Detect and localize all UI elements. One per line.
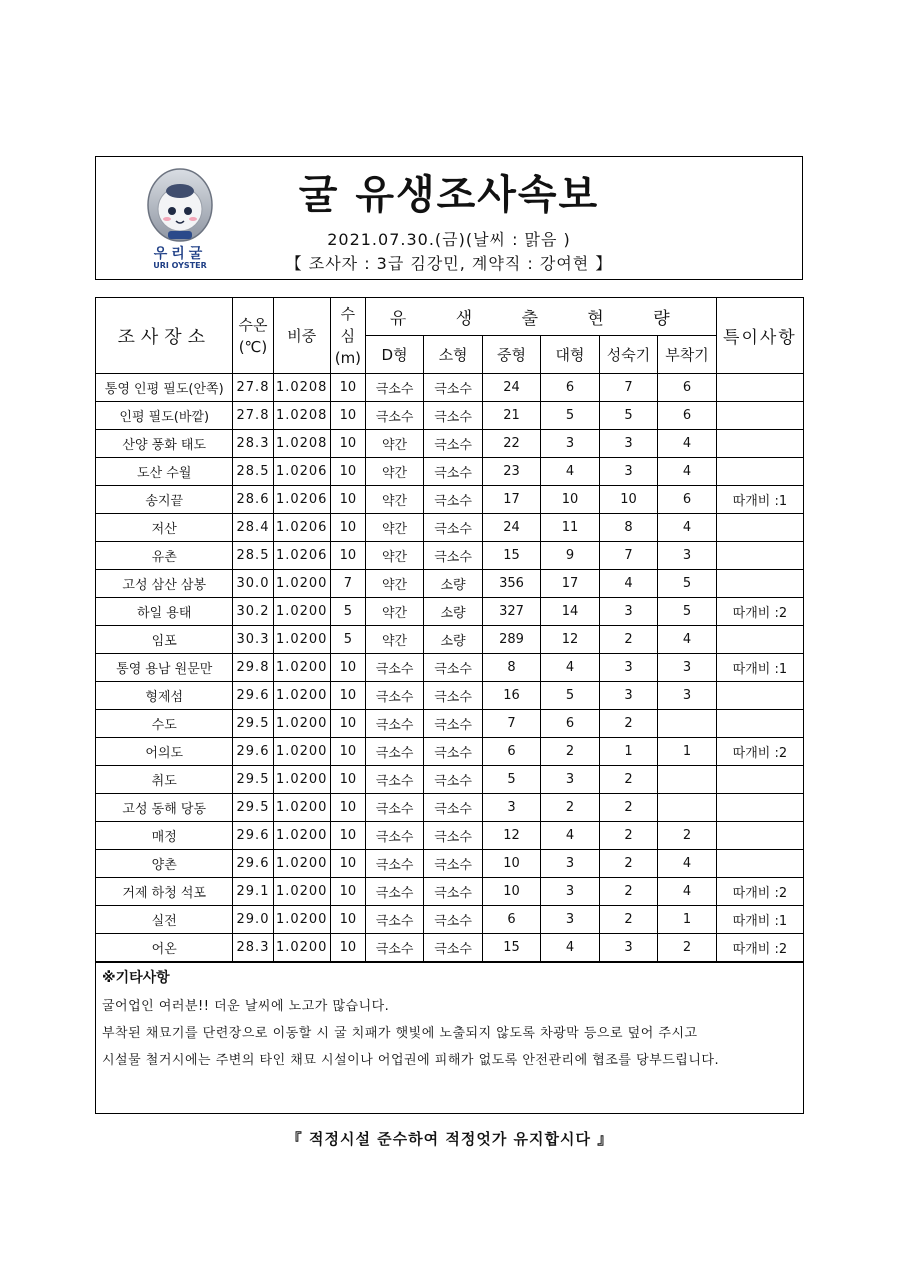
attach-stage-cell: 4 xyxy=(658,878,717,906)
location-cell: 매정 xyxy=(96,822,233,850)
note-cell xyxy=(716,458,803,486)
note-cell: 따개비 :2 xyxy=(716,878,803,906)
note-cell: 따개비 :1 xyxy=(716,654,803,682)
table-row xyxy=(96,570,804,598)
note-cell: 따개비 :2 xyxy=(716,738,803,766)
d-stage-cell: 약간 xyxy=(365,570,423,598)
depth-cell: 10 xyxy=(330,486,365,514)
note-cell xyxy=(716,794,803,822)
page-title: 굴 유생조사속보 xyxy=(298,172,600,218)
large-stage-cell: 9 xyxy=(541,542,599,570)
notes-line: 굴어업인 여러분!! 더운 날씨에 노고가 많습니다. xyxy=(102,999,390,1014)
depth-cell: 10 xyxy=(330,458,365,486)
mid-stage-cell: 21 xyxy=(482,402,540,430)
location-cell: 어온 xyxy=(96,934,233,962)
table-row xyxy=(96,878,804,906)
note-cell: 따개비 :2 xyxy=(716,598,803,626)
d-stage-cell: 극소수 xyxy=(365,738,423,766)
temperature-cell: 29.0 xyxy=(233,906,273,934)
attach-stage-cell: 3 xyxy=(658,542,717,570)
gravity-cell: 1.0200 xyxy=(273,682,330,710)
note-cell: 따개비 :2 xyxy=(716,934,803,962)
note-cell xyxy=(716,430,803,458)
small-stage-cell: 소량 xyxy=(424,570,482,598)
mature-stage-cell: 3 xyxy=(599,430,657,458)
d-stage-cell: 약간 xyxy=(365,542,423,570)
mature-stage-cell: 2 xyxy=(599,850,657,878)
location-cell: 인평 필도(바깥) xyxy=(96,402,233,430)
large-stage-cell: 3 xyxy=(541,766,599,794)
table-body xyxy=(96,374,804,962)
large-stage-cell: 3 xyxy=(541,906,599,934)
mid-stage-cell: 356 xyxy=(482,570,540,598)
d-stage-cell: 극소수 xyxy=(365,710,423,738)
header-larvae-count: 유 생 출 현 량 xyxy=(365,298,716,336)
depth-cell: 10 xyxy=(330,710,365,738)
gravity-cell: 1.0200 xyxy=(273,654,330,682)
gravity-cell: 1.0200 xyxy=(273,878,330,906)
gravity-cell: 1.0200 xyxy=(273,626,330,654)
depth-cell: 10 xyxy=(330,934,365,962)
attach-stage-cell: 6 xyxy=(658,486,717,514)
mature-stage-cell: 10 xyxy=(599,486,657,514)
large-stage-cell: 2 xyxy=(541,794,599,822)
location-cell: 유촌 xyxy=(96,542,233,570)
temperature-cell: 29.5 xyxy=(233,794,273,822)
location-cell: 통영 인평 필도(안쪽) xyxy=(96,374,233,402)
surveyor-line: 【 조사자 : 3급 김강민, 계약직 : 강여현 】 xyxy=(285,254,613,273)
temperature-cell: 28.5 xyxy=(233,458,273,486)
temperature-cell: 27.8 xyxy=(233,402,273,430)
table-row xyxy=(96,822,804,850)
mid-stage-cell: 289 xyxy=(482,626,540,654)
large-stage-cell: 4 xyxy=(541,654,599,682)
depth-cell: 10 xyxy=(330,430,365,458)
d-stage-cell: 극소수 xyxy=(365,374,423,402)
gravity-cell: 1.0200 xyxy=(273,794,330,822)
mid-stage-cell: 17 xyxy=(482,486,540,514)
large-stage-cell: 4 xyxy=(541,934,599,962)
gravity-cell: 1.0200 xyxy=(273,766,330,794)
table-row xyxy=(96,738,804,766)
location-cell: 도산 수월 xyxy=(96,458,233,486)
gravity-cell: 1.0200 xyxy=(273,934,330,962)
depth-cell: 10 xyxy=(330,514,365,542)
depth-cell: 10 xyxy=(330,850,365,878)
location-cell: 양촌 xyxy=(96,850,233,878)
d-stage-cell: 극소수 xyxy=(365,402,423,430)
large-stage-cell: 3 xyxy=(541,430,599,458)
logo-text: 우리굴 xyxy=(153,246,207,262)
table-row xyxy=(96,710,804,738)
mid-stage-cell: 7 xyxy=(482,710,540,738)
notes-title: ※기타사항 xyxy=(102,970,170,986)
location-cell: 송지끝 xyxy=(96,486,233,514)
note-cell xyxy=(716,626,803,654)
small-stage-cell: 극소수 xyxy=(424,794,482,822)
temperature-cell: 27.8 xyxy=(233,374,273,402)
mid-stage-cell: 327 xyxy=(482,598,540,626)
mature-stage-cell: 3 xyxy=(599,598,657,626)
d-stage-cell: 극소수 xyxy=(365,766,423,794)
mature-stage-cell: 2 xyxy=(599,878,657,906)
mature-stage-cell: 2 xyxy=(599,794,657,822)
mid-stage-cell: 6 xyxy=(482,738,540,766)
small-stage-cell: 극소수 xyxy=(424,850,482,878)
sub-header-cell: 대형 xyxy=(541,336,599,374)
attach-stage-cell: 4 xyxy=(658,430,717,458)
d-stage-cell: 약간 xyxy=(365,430,423,458)
depth-cell: 10 xyxy=(330,906,365,934)
mid-stage-cell: 5 xyxy=(482,766,540,794)
large-stage-cell: 5 xyxy=(541,402,599,430)
small-stage-cell: 소량 xyxy=(424,598,482,626)
temperature-cell: 29.5 xyxy=(233,710,273,738)
location-cell: 통영 용남 원문만 xyxy=(96,654,233,682)
large-stage-cell: 4 xyxy=(541,822,599,850)
depth-cell: 10 xyxy=(330,822,365,850)
attach-stage-cell: 3 xyxy=(658,654,717,682)
mid-stage-cell: 22 xyxy=(482,430,540,458)
mid-stage-cell: 6 xyxy=(482,906,540,934)
table-row xyxy=(96,906,804,934)
small-stage-cell: 극소수 xyxy=(424,710,482,738)
depth-cell: 10 xyxy=(330,738,365,766)
large-stage-cell: 5 xyxy=(541,682,599,710)
attach-stage-cell: 5 xyxy=(658,598,717,626)
attach-stage-cell xyxy=(658,766,717,794)
depth-cell: 10 xyxy=(330,794,365,822)
survey-table xyxy=(95,297,804,962)
note-cell xyxy=(716,850,803,878)
d-stage-cell: 약간 xyxy=(365,514,423,542)
footer-slogan: 『 적정시설 준수하여 적정엇가 유지합시다 』 xyxy=(286,1130,614,1148)
mature-stage-cell: 2 xyxy=(599,710,657,738)
gravity-cell: 1.0208 xyxy=(273,402,330,430)
small-stage-cell: 극소수 xyxy=(424,374,482,402)
date-weather-line: 2021.07.30.(금)(날씨 : 맑음 ) xyxy=(327,230,571,249)
table-row xyxy=(96,486,804,514)
attach-stage-cell: 6 xyxy=(658,402,717,430)
large-stage-cell: 4 xyxy=(541,458,599,486)
header-box xyxy=(95,156,803,280)
large-stage-cell: 2 xyxy=(541,738,599,766)
mid-stage-cell: 15 xyxy=(482,542,540,570)
temperature-cell: 28.3 xyxy=(233,430,273,458)
small-stage-cell: 극소수 xyxy=(424,934,482,962)
attach-stage-cell: 1 xyxy=(658,906,717,934)
notes-box xyxy=(95,962,804,1114)
note-cell xyxy=(716,682,803,710)
d-stage-cell: 극소수 xyxy=(365,654,423,682)
location-cell: 산양 풍화 태도 xyxy=(96,430,233,458)
small-stage-cell: 극소수 xyxy=(424,682,482,710)
sub-header-cell: D형 xyxy=(365,336,423,374)
d-stage-cell: 극소수 xyxy=(365,878,423,906)
table-row xyxy=(96,766,804,794)
table-row xyxy=(96,850,804,878)
d-stage-cell: 극소수 xyxy=(365,794,423,822)
mid-stage-cell: 10 xyxy=(482,850,540,878)
mature-stage-cell: 2 xyxy=(599,766,657,794)
temperature-cell: 28.3 xyxy=(233,934,273,962)
gravity-cell: 1.0200 xyxy=(273,906,330,934)
temperature-cell: 29.8 xyxy=(233,654,273,682)
temperature-cell: 28.6 xyxy=(233,486,273,514)
large-stage-cell: 6 xyxy=(541,374,599,402)
sub-header-cell: 중형 xyxy=(482,336,540,374)
attach-stage-cell: 4 xyxy=(658,850,717,878)
mid-stage-cell: 12 xyxy=(482,822,540,850)
attach-stage-cell: 3 xyxy=(658,682,717,710)
mature-stage-cell: 1 xyxy=(599,738,657,766)
gravity-cell: 1.0206 xyxy=(273,542,330,570)
temperature-cell: 29.6 xyxy=(233,682,273,710)
large-stage-cell: 6 xyxy=(541,710,599,738)
location-cell: 형제섬 xyxy=(96,682,233,710)
temperature-cell: 29.1 xyxy=(233,878,273,906)
header-specific-gravity: 비중 xyxy=(273,298,330,374)
small-stage-cell: 극소수 xyxy=(424,542,482,570)
attach-stage-cell: 2 xyxy=(658,822,717,850)
note-cell xyxy=(716,766,803,794)
gravity-cell: 1.0200 xyxy=(273,822,330,850)
attach-stage-cell: 5 xyxy=(658,570,717,598)
gravity-cell: 1.0200 xyxy=(273,738,330,766)
small-stage-cell: 극소수 xyxy=(424,402,482,430)
mature-stage-cell: 7 xyxy=(599,374,657,402)
gravity-cell: 1.0200 xyxy=(273,570,330,598)
depth-cell: 10 xyxy=(330,542,365,570)
note-cell xyxy=(716,514,803,542)
depth-cell: 10 xyxy=(330,682,365,710)
small-stage-cell: 극소수 xyxy=(424,486,482,514)
note-cell xyxy=(716,402,803,430)
mid-stage-cell: 8 xyxy=(482,654,540,682)
depth-cell: 5 xyxy=(330,626,365,654)
gravity-cell: 1.0206 xyxy=(273,514,330,542)
gravity-cell: 1.0200 xyxy=(273,710,330,738)
mid-stage-cell: 10 xyxy=(482,878,540,906)
temperature-cell: 30.0 xyxy=(233,570,273,598)
gravity-cell: 1.0208 xyxy=(273,374,330,402)
temperature-cell: 29.6 xyxy=(233,850,273,878)
temperature-cell: 28.4 xyxy=(233,514,273,542)
note-cell xyxy=(716,542,803,570)
header-temperature: 수온 (℃) xyxy=(233,298,273,374)
mid-stage-cell: 16 xyxy=(482,682,540,710)
depth-cell: 10 xyxy=(330,878,365,906)
table-row xyxy=(96,430,804,458)
table-row xyxy=(96,542,804,570)
mature-stage-cell: 3 xyxy=(599,458,657,486)
small-stage-cell: 극소수 xyxy=(424,822,482,850)
mature-stage-cell: 5 xyxy=(599,402,657,430)
d-stage-cell: 극소수 xyxy=(365,906,423,934)
table-row xyxy=(96,458,804,486)
table-row xyxy=(96,654,804,682)
gravity-cell: 1.0206 xyxy=(273,486,330,514)
note-cell xyxy=(716,374,803,402)
mature-stage-cell: 2 xyxy=(599,822,657,850)
sub-header-cell: 소형 xyxy=(424,336,482,374)
attach-stage-cell: 6 xyxy=(658,374,717,402)
mature-stage-cell: 3 xyxy=(599,654,657,682)
mature-stage-cell: 8 xyxy=(599,514,657,542)
temperature-cell: 29.5 xyxy=(233,766,273,794)
gravity-cell: 1.0200 xyxy=(273,850,330,878)
large-stage-cell: 12 xyxy=(541,626,599,654)
note-cell xyxy=(716,822,803,850)
small-stage-cell: 극소수 xyxy=(424,766,482,794)
table-row xyxy=(96,682,804,710)
location-cell: 수도 xyxy=(96,710,233,738)
small-stage-cell: 극소수 xyxy=(424,430,482,458)
mature-stage-cell: 2 xyxy=(599,906,657,934)
depth-cell: 5 xyxy=(330,598,365,626)
small-stage-cell: 극소수 xyxy=(424,878,482,906)
d-stage-cell: 약간 xyxy=(365,486,423,514)
depth-cell: 10 xyxy=(330,402,365,430)
large-stage-cell: 17 xyxy=(541,570,599,598)
mid-stage-cell: 15 xyxy=(482,934,540,962)
large-stage-cell: 3 xyxy=(541,850,599,878)
location-cell: 거제 하청 석포 xyxy=(96,878,233,906)
mid-stage-cell: 23 xyxy=(482,458,540,486)
d-stage-cell: 약간 xyxy=(365,626,423,654)
attach-stage-cell: 2 xyxy=(658,934,717,962)
attach-stage-cell xyxy=(658,794,717,822)
attach-stage-cell: 4 xyxy=(658,458,717,486)
note-cell: 따개비 :1 xyxy=(716,486,803,514)
mature-stage-cell: 3 xyxy=(599,934,657,962)
temperature-cell: 29.6 xyxy=(233,822,273,850)
depth-cell: 10 xyxy=(330,766,365,794)
small-stage-cell: 소량 xyxy=(424,626,482,654)
d-stage-cell: 극소수 xyxy=(365,850,423,878)
mid-stage-cell: 24 xyxy=(482,374,540,402)
small-stage-cell: 극소수 xyxy=(424,906,482,934)
location-cell: 취도 xyxy=(96,766,233,794)
note-cell xyxy=(716,710,803,738)
location-cell: 저산 xyxy=(96,514,233,542)
d-stage-cell: 극소수 xyxy=(365,934,423,962)
sub-header-cell: 부착기 xyxy=(658,336,717,374)
gravity-cell: 1.0208 xyxy=(273,430,330,458)
header-location: 조사장소 xyxy=(96,298,233,374)
attach-stage-cell: 1 xyxy=(658,738,717,766)
table-row xyxy=(96,626,804,654)
table-row xyxy=(96,794,804,822)
table-row xyxy=(96,598,804,626)
header-notes: 특이사항 xyxy=(716,298,803,374)
small-stage-cell: 극소수 xyxy=(424,654,482,682)
attach-stage-cell: 4 xyxy=(658,626,717,654)
temperature-cell: 30.3 xyxy=(233,626,273,654)
d-stage-cell: 약간 xyxy=(365,458,423,486)
depth-cell: 7 xyxy=(330,570,365,598)
mature-stage-cell: 4 xyxy=(599,570,657,598)
table-row xyxy=(96,934,804,962)
location-cell: 임포 xyxy=(96,626,233,654)
location-cell: 실전 xyxy=(96,906,233,934)
large-stage-cell: 3 xyxy=(541,878,599,906)
depth-cell: 10 xyxy=(330,374,365,402)
temperature-cell: 28.5 xyxy=(233,542,273,570)
location-cell: 고성 삼산 삼봉 xyxy=(96,570,233,598)
large-stage-cell: 10 xyxy=(541,486,599,514)
large-stage-cell: 11 xyxy=(541,514,599,542)
mid-stage-cell: 3 xyxy=(482,794,540,822)
note-cell xyxy=(716,570,803,598)
mature-stage-cell: 7 xyxy=(599,542,657,570)
temperature-cell: 29.6 xyxy=(233,738,273,766)
d-stage-cell: 극소수 xyxy=(365,682,423,710)
small-stage-cell: 극소수 xyxy=(424,458,482,486)
small-stage-cell: 극소수 xyxy=(424,514,482,542)
table-row xyxy=(96,402,804,430)
attach-stage-cell xyxy=(658,710,717,738)
notes-line: 시설물 철거시에는 주변의 타인 채묘 시설이나 어업권에 피해가 없도록 안전관리에 협조를 당부드립니다. xyxy=(102,1053,720,1068)
sub-header-cell: 성숙기 xyxy=(599,336,657,374)
note-cell: 따개비 :1 xyxy=(716,906,803,934)
gravity-cell: 1.0206 xyxy=(273,458,330,486)
large-stage-cell: 14 xyxy=(541,598,599,626)
location-cell: 하일 용태 xyxy=(96,598,233,626)
small-stage-cell: 극소수 xyxy=(424,738,482,766)
location-cell: 어의도 xyxy=(96,738,233,766)
logo-subtext: URI OYSTER xyxy=(153,261,207,270)
header-depth: 수 심 (m) xyxy=(330,298,365,374)
table-row xyxy=(96,374,804,402)
temperature-cell: 30.2 xyxy=(233,598,273,626)
table-row xyxy=(96,514,804,542)
notes-line: 부착된 채묘기를 단련장으로 이동할 시 굴 치패가 햇빛에 노출되지 않도록 차광막 등으로 덮어 주시고 xyxy=(102,1026,698,1041)
location-cell: 고성 동해 당동 xyxy=(96,794,233,822)
gravity-cell: 1.0200 xyxy=(273,598,330,626)
depth-cell: 10 xyxy=(330,654,365,682)
mature-stage-cell: 2 xyxy=(599,626,657,654)
mature-stage-cell: 3 xyxy=(599,682,657,710)
d-stage-cell: 약간 xyxy=(365,598,423,626)
attach-stage-cell: 4 xyxy=(658,514,717,542)
mid-stage-cell: 24 xyxy=(482,514,540,542)
d-stage-cell: 극소수 xyxy=(365,822,423,850)
